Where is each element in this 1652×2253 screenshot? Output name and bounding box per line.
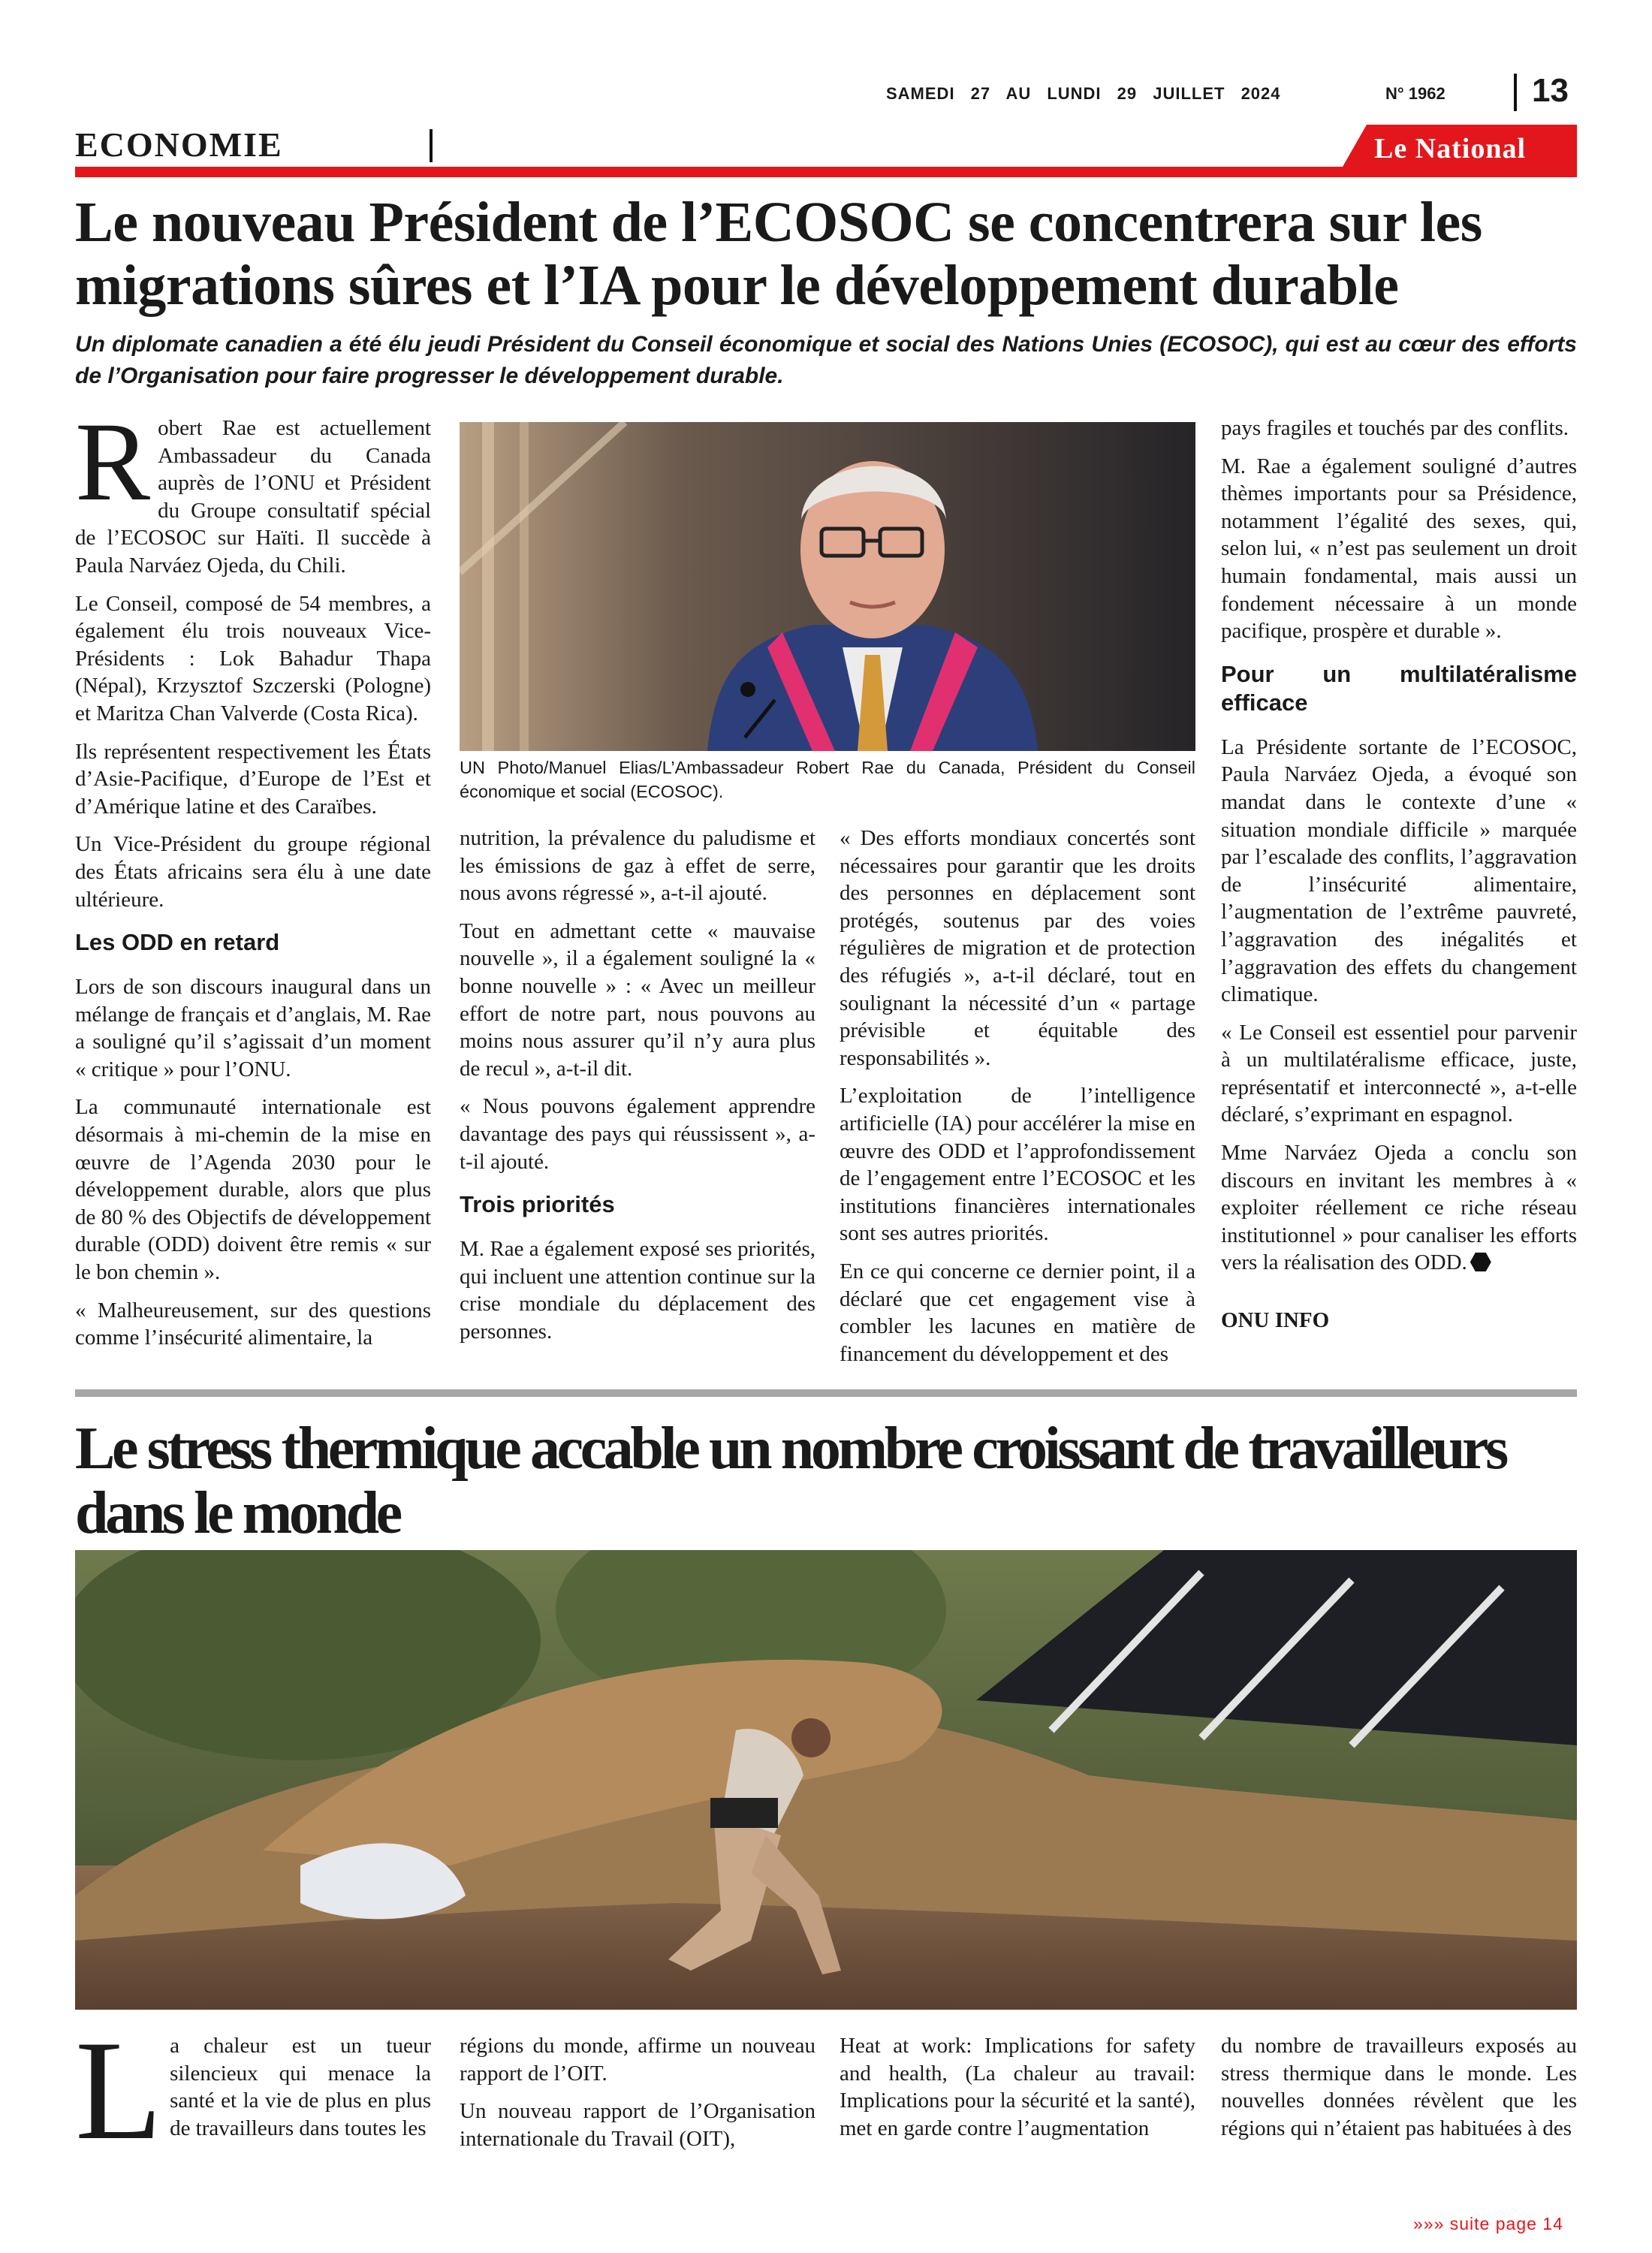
article1-column-1 [75,400,431,1362]
paragraph: La communauté internationale est désormais à mi-chemin de la mise en œuvre de l’Agenda 2030 pour le développement durable, alors que plus de 80 % des Objectifs de développement durable (ODD) doivent être remis « sur le bon chemin ». [75,1095,431,1285]
article1-headline: Le nouveau Président de l’ECOSOC se concentrera sur les migrations sûres et l’IA pour le développement durable [75,191,1482,317]
paragraph: a chaleur est un tueur silencieux qui menace la santé et la vie de plus en plus de travailleurs dans toutes les [170,2034,431,2140]
paragraph: L’exploitation de l’intelligence artificielle (IA) pour accélérer la mise en œuvre des ODD et l’approfondissement de l’engagement entre l’ECOSOC et les institutions financières internationales sont ses autres priorités. [840,1084,1195,1246]
paragraph: M. Rae a également exposé ses priorités, qui incluent une attention continue sur la crise mondiale du déplacement des personnes. [460,1237,815,1344]
paragraph: Un nouveau rapport de l’Organisation internationale du Travail (OIT), [460,2099,815,2151]
dropcap: L [75,2012,163,2170]
subheading: Trois priorités [460,1191,615,1218]
photo-caption: UN Photo/Manuel Elias/L’Ambassadeur Robert Rae du Canada, Président du Conseil économique et social (ECOSOC). [460,758,1195,801]
paragraph: Tout en admettant cette « mauvaise nouvelle », il a également souligné la « bonne nouvelle » : « Avec un meilleur effort de notre part, nous pouvons au moins nous assurer qu’il n’y aura plus de recul », a-t-il dit. [460,918,815,1081]
section-divider [430,129,433,162]
paragraph: « Nous pouvons également apprendre davantage des pays qui réussissent », a-t-il ajouté. [460,1094,815,1174]
hexagon-end-icon [1470,1251,1491,1272]
article2-headline: Le stress thermique accable un nombre croissant de travailleurs dans le monde [75,1416,1506,1546]
article2-column-2 [460,2032,815,2163]
paragraph: pays fragiles et touchés par des conflits. [1221,416,1569,440]
worker-illustration [75,1550,1577,2010]
heat-stress-worker-photo [75,1550,1577,2010]
paragraph: Un Vice-Président du groupe régional des États africains sera élu à une date ultérieure. [75,832,431,912]
article1-deck: Un diplomate canadien a été élu jeudi Président du Conseil économique et social des Nations Unies (ECOSOC), qui est au cœur des efforts de l’Organisation pour faire progresser le développement durable. [75,332,1577,388]
paragraph: « Malheureusement, sur des questions comme l’insécurité alimentaire, la [75,1298,431,1350]
paragraph: En ce qui concerne ce dernier point, il a déclaré que cet engagement vise à combler les lacunes en matière de financement du développement et des [840,1259,1195,1366]
article2-column-3 [840,2032,1195,2152]
article1-column-2 [460,825,815,1356]
dropcap: R [75,400,151,524]
section-label: ECONOMIE [75,125,283,164]
portrait-illustration [460,422,1195,751]
article2-column-1 [75,2012,431,2170]
paragraph: obert Rae est actuellement Ambassadeur du Canada auprès de l’ONU et Président du Groupe consultatif spécial de l’ECOSOC sur Haïti. Il succède à Paula Narváez Ojeda, du Chili. [75,416,431,578]
paragraph: nutrition, la prévalence du paludisme et les émissions de gaz à effet de serre, nous avons régressé », a-t-il ajouté. [460,826,815,906]
paragraph: Mme Narváez Ojeda a conclu son discours en invitant les membres à « exploiter réellement ce riche réseau institutionnel » pour canaliser les efforts vers la réalisation des ODD. [1221,1141,1577,1275]
page-number: 13 [1532,72,1569,109]
paragraph: « Des efforts mondiaux concertés sont nécessaires pour garantir que les droits des personnes en déplacement sont protégés, soutenus par des voies régulières de migration et de protection des réfugiés », a-t-il déclaré, tout en soulignant la nécessité d’un « partage prévisible et équitable des responsabilités ». [840,826,1195,1070]
issue-number: N° 1962 [1385,84,1446,103]
issue-date: SAMEDI 27 AU LUNDI 29 JUILLET 2024 [886,84,1281,103]
paragraph: La Présidente sortante de l’ECOSOC, Paula Narváez Ojeda, a évoqué son mandat dans le contexte d’une « situation mondiale difficile » marquée par l’escalade des conflits, l’aggravation de l’insécurité alimentaire, l’augmentation de l’extrême pauvreté, l’aggravation des inégalités et l’aggravation des effets du changement climatique. [1221,734,1577,1007]
paragraph: Heat at work: Implications for safety and health, (La chaleur au travail: Implications pour la sécurité et la santé), met en garde contre l’augmentation [840,2034,1195,2140]
article1-column-3 [840,825,1195,1378]
paragraph: régions du monde, affirme un nouveau rapport de l’OIT. [460,2034,815,2086]
brand-name: Le National [1374,133,1527,164]
paragraph: Lors de son discours inaugural dans un mélange de français et d’anglais, M. Rae a souligné qu’il s’agissait d’un moment « critique » pour l’ONU. [75,975,431,1081]
continued-link[interactable]: »»» suite page 14 [1413,2214,1563,2233]
paragraph: Ils représentent respectivement les États d’Asie-Pacifique, d’Europe de l’Est et d’Amérique latine et des Caraïbes. [75,739,431,819]
article-divider [75,1389,1577,1397]
paragraph: Le Conseil, composé de 54 membres, a également élu trois nouveaux Vice-Présidents : Lok Bahadur Thapa (Népal), Krzysztof Szczerski (Pologne) et Maritza Chan Valverde (Costa Rica). [75,591,431,725]
header-divider [1514,74,1517,111]
paragraph: du nombre de travailleurs exposés au stress thermique dans le monde. Les nouvelles données révèlent que les régions qui n’étaient pas habituées à des [1221,2034,1577,2140]
subheading: Les ODD en retard [75,929,280,956]
robert-rae-photo [460,422,1195,751]
article2-column-4 [1221,2032,1577,2152]
paragraph: M. Rae a également souligné d’autres thèmes importants pour sa Présidence, notamment l’égalité des sexes, qui, selon lui, « n’est pas seulement un droit humain fondamental, mais aussi un fondement nécessaire à un monde pacifique, prospère et durable ». [1221,454,1577,644]
paragraph: « Le Conseil est essentiel pour parvenir à un multilatéralisme efficace, juste, représentatif et interconnecté », a-t-elle déclaré, s’exprimant en espagnol. [1221,1020,1577,1127]
article1-column-4 [1221,415,1577,1345]
subheading: Pour un multilatéralisme efficace [1221,660,1577,716]
article-source: ONU INFO [1221,1308,1330,1333]
